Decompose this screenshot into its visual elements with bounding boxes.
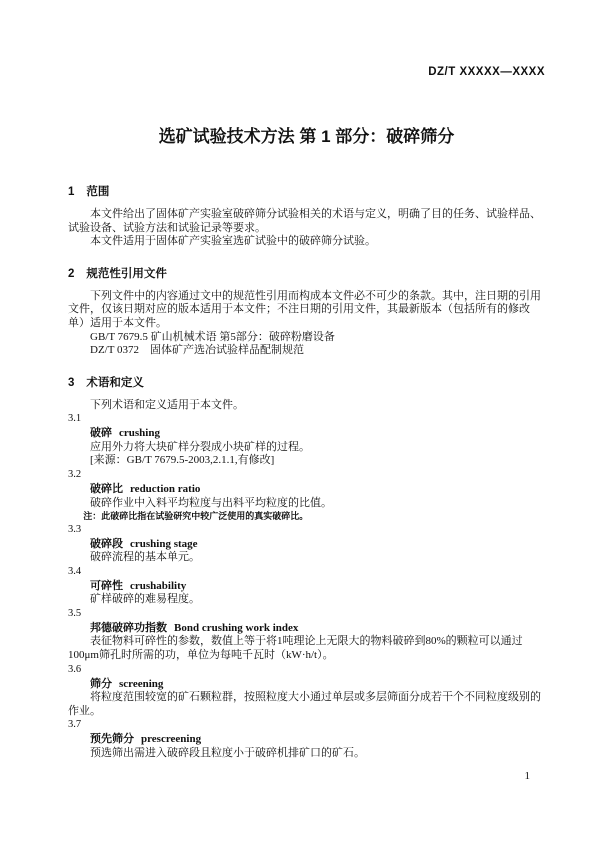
term-en: prescreening: [141, 733, 202, 746]
term-title: [68, 677, 545, 692]
section-1-heading: [68, 183, 545, 199]
section-2-number: 2: [68, 267, 75, 280]
term-entry: [68, 523, 545, 565]
section-2-paragraph-1: 下列文件中的内容通过文中的规范性引用而构成本文件必不可少的条款。其中，注日期的引用文件，仅该日期对应的版本适用于本文件；不注日期的引用文件，其最新版本（包括所有的修改单）适用于本文件。: [68, 289, 541, 329]
term-zh: 可碎性: [90, 579, 123, 592]
term-zh: 破碎: [90, 427, 112, 440]
term-zh: 筛分: [90, 677, 112, 690]
section-1-paragraph-2: 本文件适用于固体矿产实验室选矿试验中的破碎筛分试验。: [90, 235, 376, 248]
term-zh: 破碎比: [90, 483, 123, 496]
term-entry: [68, 565, 545, 607]
term-number: 3.7: [68, 719, 82, 731]
term-source: [来源：GB/T 7679.5-2003,2.1.1,有修改]: [90, 454, 275, 467]
section-2-title: 规范性引用文件: [86, 267, 167, 280]
section-1-number: 1: [68, 186, 75, 198]
term-definition: 破碎流程的基本单元。: [90, 551, 200, 564]
section-3-heading: [68, 374, 545, 390]
document-title: 选矿试验技术方法 第 1 部分：破碎筛分: [158, 127, 455, 146]
section-3-number: 3: [68, 376, 75, 389]
term-title: [68, 732, 545, 747]
term-entry: [68, 663, 545, 719]
term-definition: 表征物料可碎性的参数，数值上等于将1吨理论上无限大的物料破碎到80%的颗粒可以通过100μm筛孔时所需的功，单位为每吨千瓦时（kW·h/t）。: [68, 635, 523, 661]
section-terms-definitions: [68, 374, 545, 761]
term-en: reduction ratio: [130, 483, 201, 496]
term-number: 3.6: [68, 663, 82, 675]
term-definition: 应用外力将大块矿样分裂成小块矿样的过程。: [90, 440, 310, 453]
term-definition: 预选筛出需进入破碎段且粒度小于破碎机排矿口的矿石。: [90, 746, 365, 759]
term-title: [68, 482, 545, 497]
term-title: [68, 537, 545, 552]
section-3-title: 术语和定义: [86, 376, 144, 389]
term-title: [68, 579, 545, 594]
term-definition: 将粒度范围较宽的矿石颗粒群，按照粒度大小通过单层或多层筛面分成若干个不同粒度级别的作业。: [68, 691, 541, 717]
term-title: [68, 426, 545, 441]
term-zh: 邦德破碎功指数: [90, 621, 167, 634]
section-3-intro: 下列术语和定义适用于本文件。: [90, 398, 244, 411]
standard-number: DZ/T XXXXX—XXXX: [428, 66, 545, 78]
reference-item: DZ/T 0372 固体矿产选冶试验样品配制规范: [90, 344, 304, 357]
term-entry: [68, 718, 545, 760]
term-number: 3.3: [68, 523, 82, 535]
term-entry: [68, 607, 545, 663]
term-zh: 预先筛分: [90, 733, 134, 746]
term-title: [68, 621, 545, 636]
section-normative-references: [68, 265, 545, 358]
term-number: 3.4: [68, 565, 82, 577]
term-note: 注：此破碎比指在试验研究中较广泛使用的真实破碎比。: [83, 511, 309, 522]
section-2-heading: [68, 265, 545, 281]
term-number: 3.2: [68, 469, 82, 481]
term-definition: 矿样破碎的难易程度。: [90, 593, 200, 606]
term-en: crushability: [130, 579, 187, 592]
section-1-paragraph-1: 本文件给出了固体矿产实验室破碎筛分试验相关的术语与定义，明确了目的任务、试验样品、试验设备、试验方法和试验记录等要求。: [68, 208, 541, 234]
term-entry: [68, 468, 545, 523]
term-en: screening: [119, 677, 164, 690]
term-zh: 破碎段: [90, 537, 123, 550]
term-en: Bond crushing work index: [174, 621, 299, 634]
term-definition: 破碎作业中入料平均粒度与出料平均粒度的比值。: [90, 496, 332, 509]
term-en: crushing: [119, 427, 160, 440]
term-entry: [68, 412, 545, 468]
section-scope: [68, 183, 545, 249]
page-number: 1: [524, 770, 530, 782]
term-number: 3.5: [68, 607, 82, 619]
term-en: crushing stage: [130, 537, 198, 550]
reference-item: GB/T 7679.5 矿山机械术语 第5部分：破碎粉磨设备: [90, 330, 335, 343]
term-number: 3.1: [68, 413, 82, 425]
section-1-title: 范围: [86, 186, 110, 198]
